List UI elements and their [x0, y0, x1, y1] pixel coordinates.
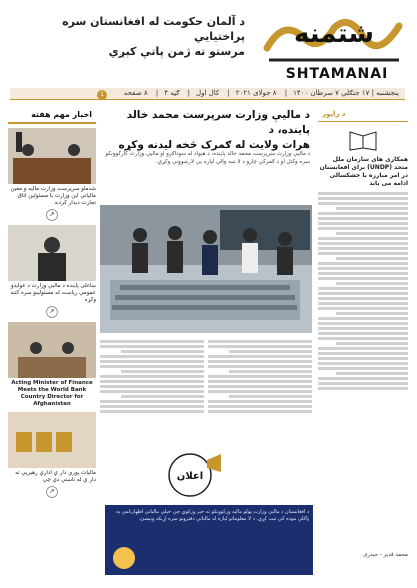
link-icon[interactable]: ↗ [46, 306, 58, 318]
news-caption-3: Acting Minister of Finance Meets the World Bank Country Director for Afghanistan [11, 380, 93, 407]
announcement-graphic [155, 452, 225, 498]
news-caption-4: مالیات پوري دار ې ادارې رهبریي ته دار ې له ناستي دې چې [15, 470, 96, 483]
right-article-body [318, 192, 408, 390]
link-icon[interactable]: ↗ [46, 209, 58, 221]
news-caption-2: ښاغلی پاینده د مالیې وزارت د عوایدو عمومي ریاست له مسئولینو سره کتنه وکړه [10, 283, 96, 303]
main-headline [100, 108, 310, 153]
news-photo-2 [8, 225, 96, 281]
header-headline [45, 14, 245, 59]
latest-news-column [8, 108, 96, 498]
gregorian-date: ۸ جولای ۲۰۲۱ [235, 89, 277, 97]
ad-box [105, 505, 313, 575]
news-photo-3 [8, 322, 96, 378]
body-column-right [208, 338, 312, 415]
body-column-left [100, 338, 204, 415]
year-label: کال اول [196, 89, 220, 97]
book-icon [348, 128, 378, 152]
announcement-label: اعلان [176, 471, 204, 482]
main-photo [100, 205, 312, 333]
issue-label: ګڼه ۴ [164, 89, 180, 97]
page-number-badge: 1 [97, 90, 107, 100]
link-icon[interactable]: ↗ [46, 486, 58, 498]
logo-arabic-text: شتمنه [294, 19, 374, 49]
latest-news-title: اخبار مهم هفته [8, 108, 96, 124]
news-caption-1: شدماو سرپرست وزارت مالیه و معین مالیاتي این وزارت با مسئولین اتاق تجارت دیدار کردند [10, 186, 96, 206]
date-bar: پنجشنبه | ۱۷ جنګلي ۷ سرطان ۱۴۰۰| ۸ جولای ۲۰۲۱| کال اول| ګڼه ۴| ۸ صفحه [10, 88, 405, 100]
main-headline-line2: هرات ولایت له ګمرک څخه لیدنه وکړه [118, 139, 310, 151]
right-section-label: د راپور [318, 108, 408, 122]
news-photo-4 [8, 412, 96, 468]
right-column [318, 108, 408, 392]
right-article-title: همکاری های سازمان ملل متحد (UNDP) برای افغانستان در امر مبارزه با خشکسالی ادامه می یابد [319, 156, 408, 187]
shield-icon [113, 547, 135, 569]
main-headline-line1: د مالیې وزارت سرپرست محمد خالد پاینده، د [126, 109, 310, 136]
header-headline-line2: مرستو ته ژمن پاتې کېږي [108, 45, 245, 58]
ad-text: د افغانستان د مالیې وزارت ټولو مالیه ورکوونکو ته خبر ورکوي چې خپلې مالیاتي اظهارنامې په ټاکلې موده کې ثبت کړي. د لا معلوماتو لپاره له مالیاتي دفترونو سره اړیکه ونیسئ. [116, 509, 309, 522]
pages-label: ۸ صفحه [123, 89, 148, 97]
author-name: محمد قدیر - حیدری [363, 552, 408, 558]
logo-latin-text: SHTAMANAI [285, 66, 389, 82]
header-headline-line1: د آلمان حکومت له افغانستان سره پراختیایي [62, 15, 245, 43]
news-photo-1 [8, 128, 96, 184]
main-lead: د مالیې وزارت سرپرست محمد خالد پاینده، د هېواد له سوداګرو او مالیې وزارت کارکوونکو سره وکتل او د ګمرکي چارو د لا ښه والي لپاره یې لارښوونې وکړې. [105, 151, 310, 165]
weekday-date: پنجشنبه | ۱۷ جنګلي ۷ سرطان ۱۴۰۰ [293, 89, 399, 97]
